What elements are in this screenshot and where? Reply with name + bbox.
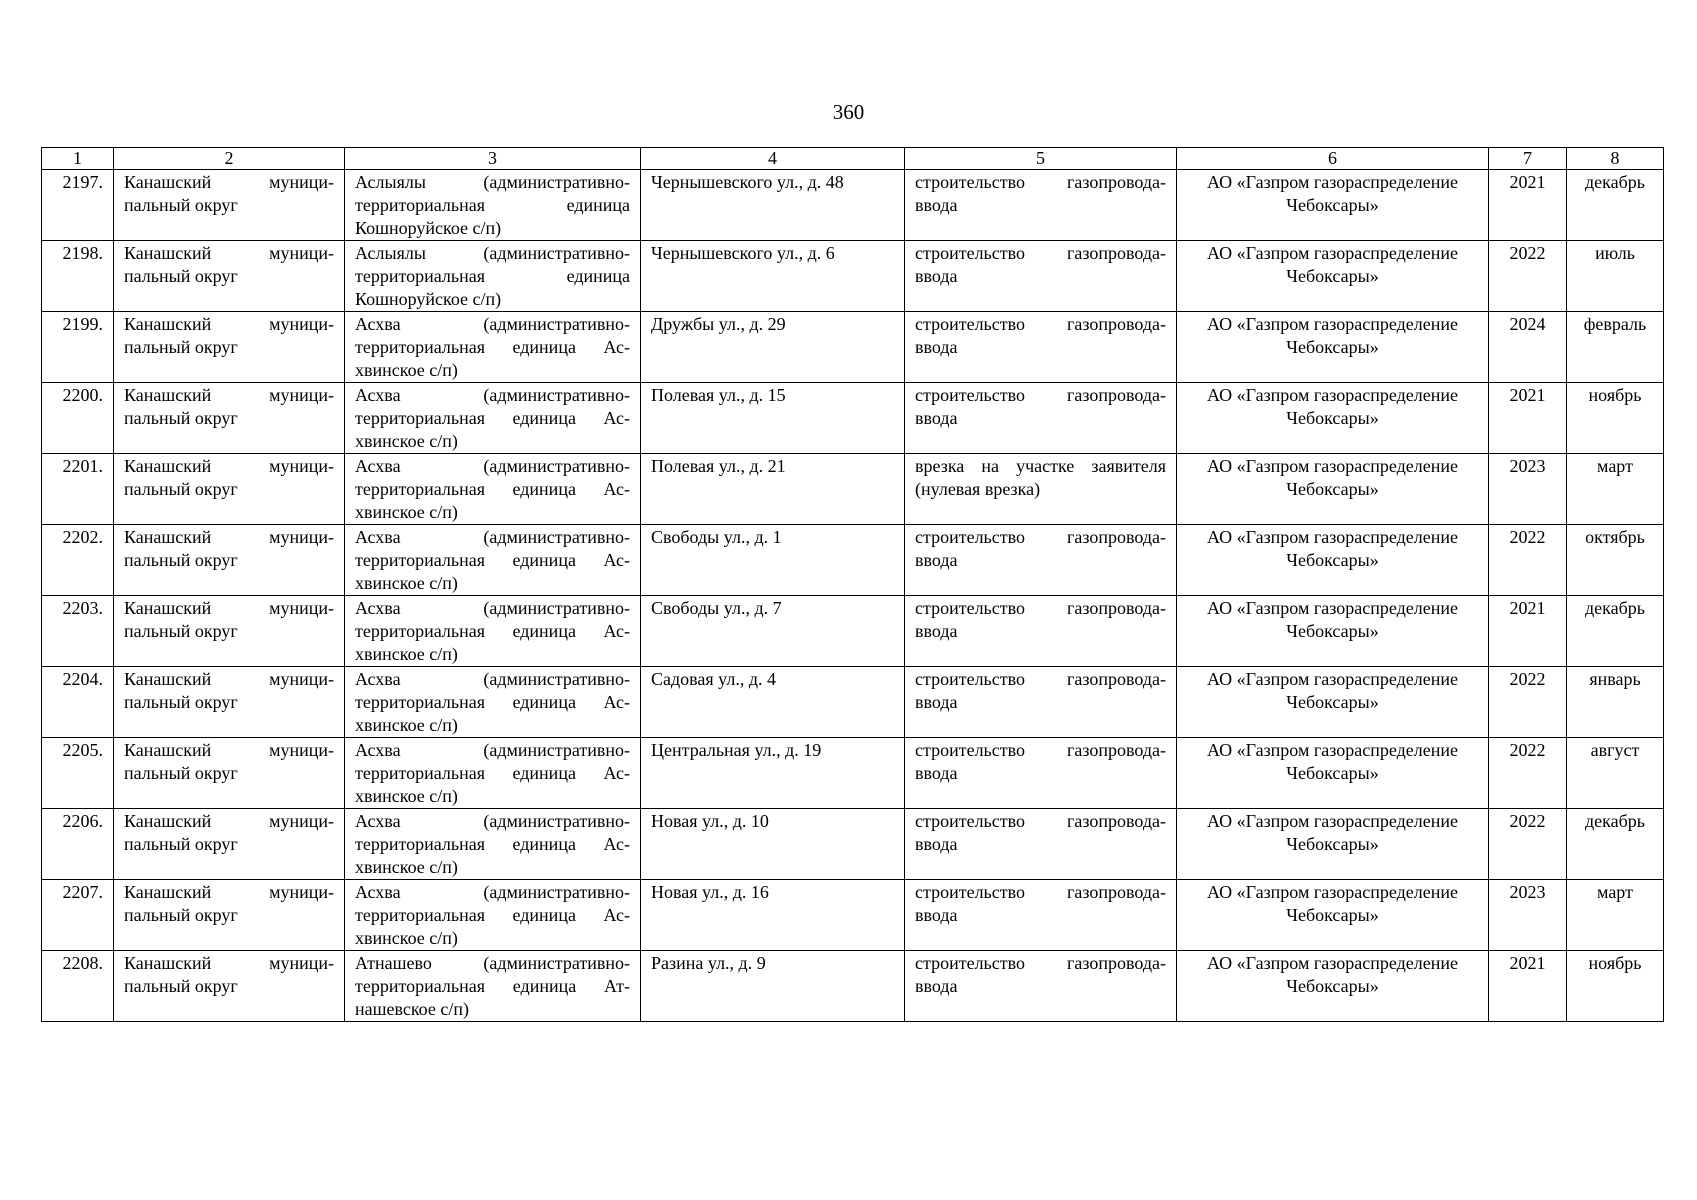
table-row: [42, 312, 1664, 383]
year-cell: 2022: [1489, 241, 1567, 312]
row-number: 2198.: [42, 241, 114, 312]
table-body: [42, 170, 1664, 1022]
locality-cell: Асхва (административно-территориальная единица Ас-хвинское с/п): [345, 596, 641, 667]
column-header: 1: [42, 148, 114, 170]
organization-cell: АО «Газпром газораспределение Чебоксары»: [1177, 880, 1489, 951]
address-cell: Садовая ул., д. 4: [641, 667, 905, 738]
gasification-table: [41, 147, 1664, 1022]
work-type-cell: строительство газопровода-ввода: [905, 596, 1177, 667]
month-cell: март: [1567, 880, 1664, 951]
month-cell: декабрь: [1567, 596, 1664, 667]
district-cell: Канашский муници-пальный округ: [114, 170, 345, 241]
year-cell: 2022: [1489, 525, 1567, 596]
year-cell: 2022: [1489, 809, 1567, 880]
table-row: [42, 809, 1664, 880]
work-type-cell: строительство газопровода-ввода: [905, 383, 1177, 454]
month-cell: февраль: [1567, 312, 1664, 383]
address-cell: Чернышевского ул., д. 6: [641, 241, 905, 312]
locality-cell: Атнашево (административно-территориальная единица Ат-нашевское с/п): [345, 951, 641, 1022]
year-cell: 2021: [1489, 951, 1567, 1022]
year-cell: 2022: [1489, 667, 1567, 738]
row-number: 2208.: [42, 951, 114, 1022]
table-row: [42, 951, 1664, 1022]
year-cell: 2021: [1489, 596, 1567, 667]
locality-cell: Асхва (административно-территориальная единица Ас-хвинское с/п): [345, 383, 641, 454]
locality-cell: Асхва (административно-территориальная единица Ас-хвинское с/п): [345, 738, 641, 809]
column-header: 5: [905, 148, 1177, 170]
table-row: [42, 170, 1664, 241]
row-number: 2199.: [42, 312, 114, 383]
work-type-cell: строительство газопровода-ввода: [905, 241, 1177, 312]
table-row: [42, 241, 1664, 312]
locality-cell: Асхва (административно-территориальная единица Ас-хвинское с/п): [345, 454, 641, 525]
row-number: 2206.: [42, 809, 114, 880]
organization-cell: АО «Газпром газораспределение Чебоксары»: [1177, 667, 1489, 738]
address-cell: Свободы ул., д. 1: [641, 525, 905, 596]
address-cell: Новая ул., д. 10: [641, 809, 905, 880]
row-number: 2203.: [42, 596, 114, 667]
organization-cell: АО «Газпром газораспределение Чебоксары»: [1177, 454, 1489, 525]
row-number: 2201.: [42, 454, 114, 525]
month-cell: ноябрь: [1567, 383, 1664, 454]
district-cell: Канашский муници-пальный округ: [114, 667, 345, 738]
district-cell: Канашский муници-пальный округ: [114, 525, 345, 596]
address-cell: Центральная ул., д. 19: [641, 738, 905, 809]
column-header: 7: [1489, 148, 1567, 170]
work-type-cell: строительство газопровода-ввода: [905, 312, 1177, 383]
month-cell: январь: [1567, 667, 1664, 738]
address-cell: Дружбы ул., д. 29: [641, 312, 905, 383]
row-number: 2197.: [42, 170, 114, 241]
column-header: 3: [345, 148, 641, 170]
work-type-cell: строительство газопровода-ввода: [905, 738, 1177, 809]
district-cell: Канашский муници-пальный округ: [114, 312, 345, 383]
table-row: [42, 596, 1664, 667]
district-cell: Канашский муници-пальный округ: [114, 738, 345, 809]
district-cell: Канашский муници-пальный округ: [114, 951, 345, 1022]
work-type-cell: строительство газопровода-ввода: [905, 525, 1177, 596]
organization-cell: АО «Газпром газораспределение Чебоксары»: [1177, 809, 1489, 880]
work-type-cell: строительство газопровода-ввода: [905, 951, 1177, 1022]
column-header: 8: [1567, 148, 1664, 170]
address-cell: Полевая ул., д. 21: [641, 454, 905, 525]
table-row: [42, 525, 1664, 596]
month-cell: октябрь: [1567, 525, 1664, 596]
district-cell: Канашский муници-пальный округ: [114, 809, 345, 880]
organization-cell: АО «Газпром газораспределение Чебоксары»: [1177, 170, 1489, 241]
row-number: 2202.: [42, 525, 114, 596]
locality-cell: Асхва (административно-территориальная единица Ас-хвинское с/п): [345, 880, 641, 951]
work-type-cell: врезка на участке заявителя (нулевая врезка): [905, 454, 1177, 525]
address-cell: Чернышевского ул., д. 48: [641, 170, 905, 241]
year-cell: 2021: [1489, 383, 1567, 454]
locality-cell: Аслыялы (административно-территориальная единица Кошноруйское с/п): [345, 170, 641, 241]
month-cell: август: [1567, 738, 1664, 809]
organization-cell: АО «Газпром газораспределение Чебоксары»: [1177, 312, 1489, 383]
row-number: 2205.: [42, 738, 114, 809]
work-type-cell: строительство газопровода-ввода: [905, 809, 1177, 880]
locality-cell: Асхва (административно-территориальная единица Ас-хвинское с/п): [345, 809, 641, 880]
address-cell: Разина ул., д. 9: [641, 951, 905, 1022]
address-cell: Свободы ул., д. 7: [641, 596, 905, 667]
organization-cell: АО «Газпром газораспределение Чебоксары»: [1177, 738, 1489, 809]
row-number: 2200.: [42, 383, 114, 454]
column-header: 2: [114, 148, 345, 170]
organization-cell: АО «Газпром газораспределение Чебоксары»: [1177, 525, 1489, 596]
month-cell: июль: [1567, 241, 1664, 312]
year-cell: 2023: [1489, 880, 1567, 951]
work-type-cell: строительство газопровода-ввода: [905, 880, 1177, 951]
table-row: [42, 667, 1664, 738]
year-cell: 2022: [1489, 738, 1567, 809]
month-cell: ноябрь: [1567, 951, 1664, 1022]
year-cell: 2021: [1489, 170, 1567, 241]
locality-cell: Асхва (административно-территориальная единица Ас-хвинское с/п): [345, 667, 641, 738]
locality-cell: Асхва (административно-территориальная единица Ас-хвинское с/п): [345, 525, 641, 596]
column-header: 4: [641, 148, 905, 170]
work-type-cell: строительство газопровода-ввода: [905, 170, 1177, 241]
organization-cell: АО «Газпром газораспределение Чебоксары»: [1177, 596, 1489, 667]
header-row: [42, 148, 1664, 170]
column-header: 6: [1177, 148, 1489, 170]
table-row: [42, 738, 1664, 809]
row-number: 2204.: [42, 667, 114, 738]
district-cell: Канашский муници-пальный округ: [114, 241, 345, 312]
address-cell: Полевая ул., д. 15: [641, 383, 905, 454]
year-cell: 2023: [1489, 454, 1567, 525]
table-row: [42, 383, 1664, 454]
month-cell: декабрь: [1567, 809, 1664, 880]
work-type-cell: строительство газопровода-ввода: [905, 667, 1177, 738]
district-cell: Канашский муници-пальный округ: [114, 880, 345, 951]
address-cell: Новая ул., д. 16: [641, 880, 905, 951]
year-cell: 2024: [1489, 312, 1567, 383]
page-number: 360: [832, 100, 865, 124]
row-number: 2207.: [42, 880, 114, 951]
organization-cell: АО «Газпром газораспределение Чебоксары»: [1177, 241, 1489, 312]
table-row: [42, 880, 1664, 951]
organization-cell: АО «Газпром газораспределение Чебоксары»: [1177, 383, 1489, 454]
month-cell: декабрь: [1567, 170, 1664, 241]
table-row: [42, 454, 1664, 525]
district-cell: Канашский муници-пальный округ: [114, 454, 345, 525]
month-cell: март: [1567, 454, 1664, 525]
district-cell: Канашский муници-пальный округ: [114, 596, 345, 667]
locality-cell: Асхва (административно-территориальная единица Ас-хвинское с/п): [345, 312, 641, 383]
locality-cell: Аслыялы (административно-территориальная единица Кошноруйское с/п): [345, 241, 641, 312]
district-cell: Канашский муници-пальный округ: [114, 383, 345, 454]
organization-cell: АО «Газпром газораспределение Чебоксары»: [1177, 951, 1489, 1022]
